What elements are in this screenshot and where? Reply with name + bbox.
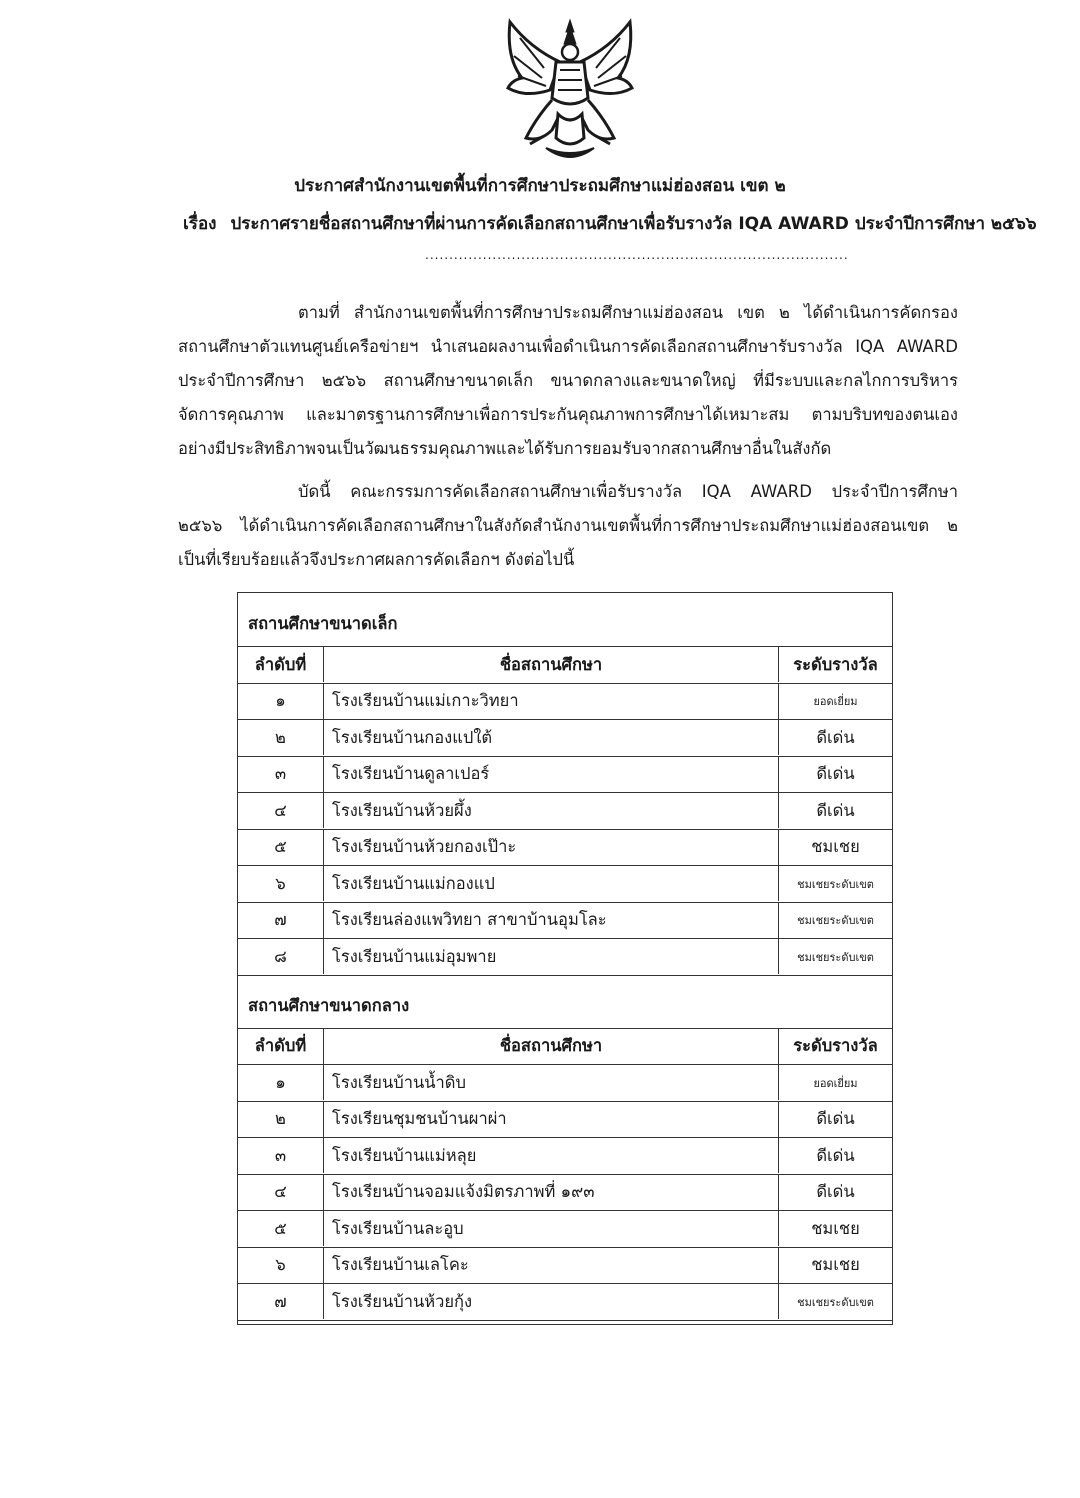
award-level-cell: ชมเชย [811, 837, 860, 856]
rank-cell: ๑ [238, 1065, 324, 1100]
rank-cell: ๕ [238, 830, 324, 865]
announcement-title: ประกาศสำนักงานเขตพื้นที่การศึกษาประถมศึกษาแม่ฮ่องสอน เขต ๒ [294, 176, 786, 196]
table-row [238, 1283, 892, 1319]
school-name-cell: โรงเรียนบ้านแม่หลุย [324, 1138, 779, 1173]
table-row [238, 829, 892, 865]
column-header-award: ระดับรางวัล [793, 654, 878, 674]
paragraph-line: ประจำปีการศึกษา ๒๕๖๖ สถานศึกษาขนาดเล็ก ขนาดกลางและขนาดใหญ่ ที่มีระบบและกลไกการบริหาร [178, 371, 958, 390]
table-header-row [238, 646, 892, 682]
section-divider [238, 1320, 892, 1321]
paragraph-line: เป็นที่เรียบร้อยแล้วจึงประกาศผลการคัดเลือกฯ ดังต่อไปนี้ [178, 550, 575, 569]
school-name-cell: โรงเรียนบ้านดูลาเปอร์ [324, 757, 779, 792]
paragraph-line: ตามที่ สำนักงานเขตพื้นที่การศึกษาประถมศึกษาแม่ฮ่องสอน เขต ๒ ได้ดำเนินการคัดกรอง [298, 303, 958, 322]
rank-cell: ๗ [238, 1284, 324, 1319]
award-level-cell: ยอดเยี่ยม [813, 695, 858, 708]
paragraph-line: อย่างมีประสิทธิภาพจนเป็นวัฒนธรรมคุณภาพและได้รับการยอมรับจากสถานศึกษาอื่นในสังกัด [178, 439, 832, 458]
award-level-cell: ดีเด่น [816, 800, 855, 820]
column-header-school: ชื่อสถานศึกษา [324, 1029, 779, 1064]
subject-label: เรื่อง [183, 214, 217, 234]
rank-cell: ๑ [238, 684, 324, 719]
award-level-cell: ดีเด่น [816, 1109, 855, 1128]
table-row [238, 792, 892, 828]
column-header-rank: ลำดับที่ [238, 647, 324, 682]
school-name-cell: โรงเรียนบ้านแม่อุมพาย [324, 939, 779, 974]
school-name-cell: โรงเรียนบ้านแม่กองแป [324, 866, 779, 901]
rank-cell: ๓ [238, 757, 324, 792]
rank-cell: ๒ [238, 720, 324, 755]
section-title: สถานศึกษาขนาดกลาง [248, 995, 410, 1015]
rank-cell: ๘ [238, 939, 324, 974]
rank-cell: ๓ [238, 1138, 324, 1173]
school-name-cell: โรงเรียนบ้านเลโคะ [324, 1248, 779, 1283]
award-level-cell: ดีเด่น [816, 1145, 855, 1165]
school-name-cell: โรงเรียนบ้านจอมแจ้งมิตรภาพที่ ๑๙๓ [324, 1175, 779, 1210]
rank-cell: ๔ [238, 793, 324, 828]
school-name-cell: โรงเรียนชุมชนบ้านผาผ่า [324, 1102, 779, 1137]
garuda-emblem-icon [500, 18, 640, 166]
table-row [238, 1247, 892, 1283]
table-row [238, 938, 892, 974]
award-level-cell: ชมเชยระดับเขต [797, 1295, 874, 1309]
rank-cell: ๗ [238, 903, 324, 938]
school-name-cell: โรงเรียนบ้านแม่เกาะวิทยา [324, 684, 779, 719]
rank-cell: ๔ [238, 1175, 324, 1210]
school-name-cell: โรงเรียนบ้านห้วยกองเป๊าะ [324, 830, 779, 865]
rank-cell: ๒ [238, 1102, 324, 1137]
school-name-cell: โรงเรียนบ้านกองแปใต้ [324, 720, 779, 755]
table-row [238, 902, 892, 938]
school-name-cell: โรงเรียนบ้านห้วยกุ้ง [324, 1284, 779, 1319]
award-level-cell: ชมเชย [811, 1218, 860, 1238]
table-row [238, 1101, 892, 1137]
rank-cell: ๖ [238, 866, 324, 901]
award-level-cell: ชมเชย [811, 1255, 860, 1274]
announcement-subject [183, 210, 1037, 237]
awards-table [237, 592, 893, 1325]
subject-text: ประกาศรายชื่อสถานศึกษาที่ผ่านการคัดเลือกสถานศึกษาเพื่อรับรางวัล IQA AWARD ประจำปีการศึกษา ๒๕๖๖ [230, 214, 1037, 234]
section-title: สถานศึกษาขนาดเล็ก [248, 614, 398, 633]
table-row [238, 683, 892, 719]
table-row [238, 756, 892, 792]
paragraph-line: จัดการคุณภาพ และมาตรฐานการศึกษาเพื่อการประกันคุณภาพการศึกษาได้เหมาะสม ตามบริบทของตนเอง [178, 405, 958, 424]
school-name-cell: โรงเรียนล่องแพวิทยา สาขาบ้านอุมโละ [324, 903, 779, 938]
award-level-cell: ดีเด่น [816, 1182, 855, 1201]
paragraph-line: สถานศึกษาตัวแทนศูนย์เครือข่ายฯ นำเสนอผลงานเพื่อดำเนินการคัดเลือกสถานศึกษารับรางวัล IQA AWARD [178, 337, 958, 356]
table-row [238, 1064, 892, 1100]
school-name-cell: โรงเรียนบ้านละอูบ [324, 1211, 779, 1246]
table-row [238, 1210, 892, 1246]
rank-cell: ๕ [238, 1211, 324, 1246]
column-header-school: ชื่อสถานศึกษา [324, 647, 779, 682]
table-header-row [238, 1028, 892, 1064]
school-name-cell: โรงเรียนบ้านน้ำดิบ [324, 1065, 779, 1100]
award-level-cell: ดีเด่น [816, 764, 855, 783]
rank-cell: ๖ [238, 1248, 324, 1283]
paragraph-result [178, 475, 958, 577]
separator-line: ........................................................................................ [425, 248, 849, 262]
section-divider [238, 975, 892, 976]
paragraph-line: บัดนี้ คณะกรรมการคัดเลือกสถานศึกษาเพื่อรับรางวัล IQA AWARD ประจำปีการศึกษา [298, 482, 958, 501]
table-row [238, 1174, 892, 1210]
award-level-cell: ชมเชยระดับเขต [797, 877, 874, 891]
column-header-award: ระดับรางวัล [793, 1036, 878, 1055]
table-row [238, 719, 892, 755]
school-name-cell: โรงเรียนบ้านห้วยผึ้ง [324, 793, 779, 828]
award-level-cell: ชมเชยระดับเขต [797, 914, 874, 927]
column-header-rank: ลำดับที่ [238, 1029, 324, 1064]
paragraph-line: ๒๕๖๖ ได้ดำเนินการคัดเลือกสถานศึกษาในสังกัดสำนักงานเขตพื้นที่การศึกษาประถมศึกษาแม่ฮ่องสอนเขต ๒ [178, 516, 958, 535]
award-level-cell: ดีเด่น [816, 727, 855, 747]
paragraph-intro [178, 296, 958, 466]
table-row [238, 865, 892, 901]
award-level-cell: ยอดเยี่ยม [813, 1076, 858, 1090]
award-level-cell: ชมเชยระดับเขต [797, 950, 874, 964]
table-row [238, 1137, 892, 1173]
